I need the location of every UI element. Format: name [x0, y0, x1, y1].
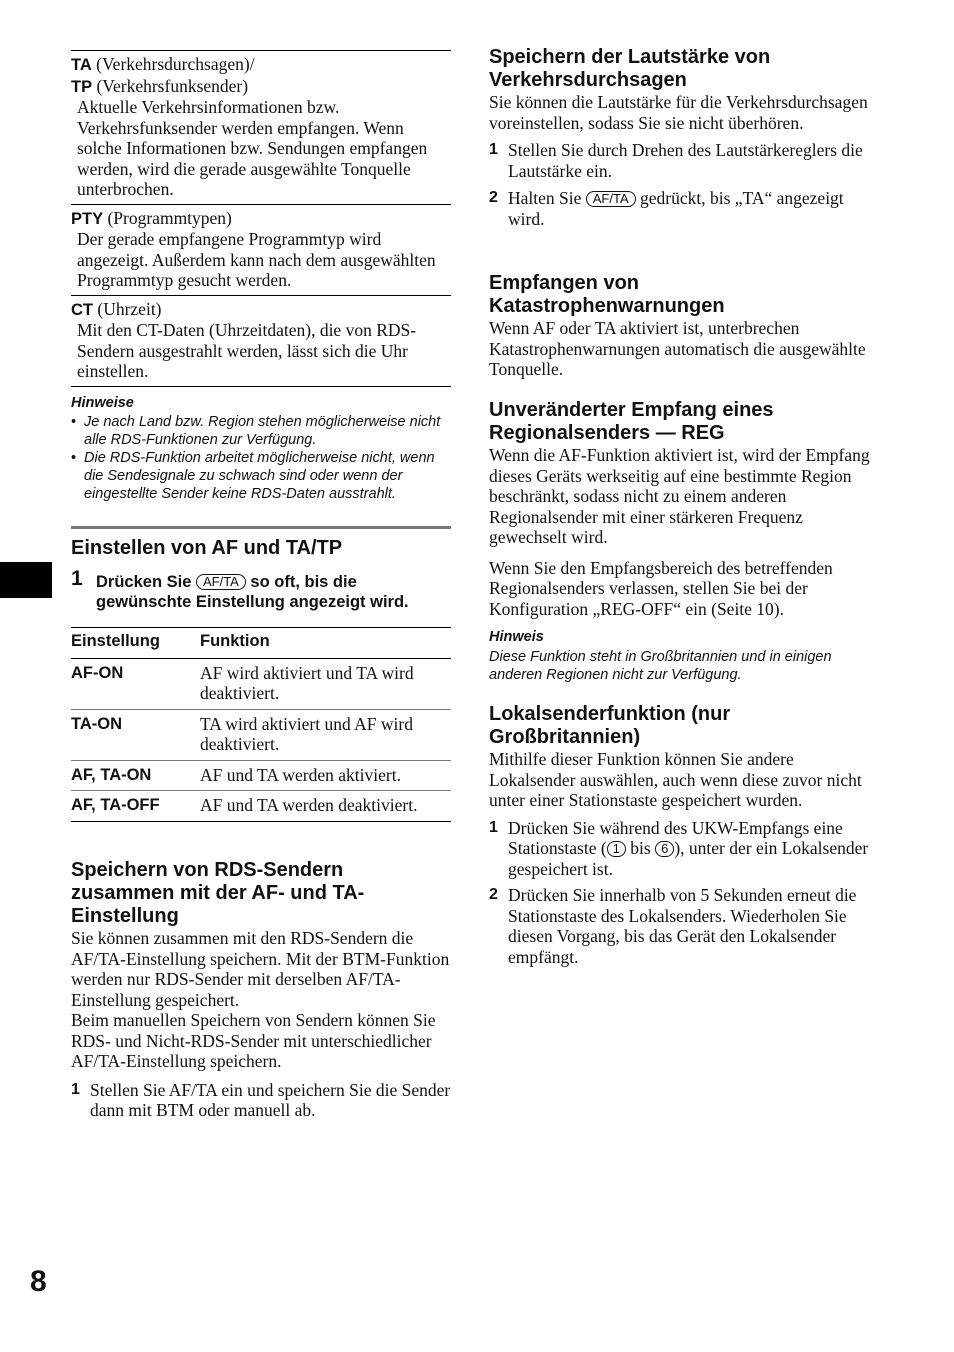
af-ta-button: AF/TA — [586, 191, 636, 207]
af-ta-section — [71, 526, 451, 822]
step-number: 1 — [489, 818, 498, 836]
header-funktion: Funktion — [200, 628, 451, 659]
table-row — [71, 791, 451, 822]
reg-section — [489, 399, 874, 684]
rds-desc-ct: Mit den CT-Daten (Uhrzeitdaten), die von RDS-Sendern ausgestrahlt werden, lässt sich die Uhr einstellen. — [77, 320, 417, 381]
katastrophen-para: Wenn AF oder TA aktiviert ist, unterbrechen Katastrophenwarnungen automatisch die ausgewählte Tonquelle. — [489, 318, 866, 379]
page-number: 8 — [30, 1265, 47, 1298]
speichern-rds-para-2: Beim manuellen Speichern von Sendern können Sie RDS- und Nicht-RDS-Sender mit unterschiedlicher AF/TA-Einstellung speichern. — [71, 1010, 436, 1071]
term-pty: PTY — [71, 209, 104, 228]
af-settings-table — [71, 627, 451, 822]
preset-1-button: 1 — [607, 841, 626, 857]
setting-cell: AF, TA-OFF — [71, 791, 200, 822]
section-tab-marker — [0, 562, 52, 598]
reg-hinweis-title: Hinweis — [489, 629, 544, 645]
rds-entry-ta-tp — [71, 51, 451, 205]
speichern-rds-para-1: Sie können zusammen mit den RDS-Sendern die AF/TA-Einstellung speichern. Mit der BTM-Funktion werden nur RDS-Sender mit derselben AF/TA-Einstellung gespeichert. — [71, 928, 450, 1010]
setting-cell: TA-ON — [71, 709, 200, 760]
lautstaerke-title: Speichern der Lautstärke von Verkehrsdurchsagen — [489, 46, 771, 91]
step-number: 1 — [71, 1080, 80, 1098]
header-einstellung: Einstellung — [71, 628, 200, 659]
preset-6-button: 6 — [655, 841, 674, 857]
step-number: 2 — [489, 189, 498, 206]
hinweise-item-2: • Die RDS-Funktion arbeitet möglicherweise nicht, wenn die Sendesignale zu schwach sind oder wenn der eingestellte Sender keine RDS-Daten ausstrahlt. — [71, 449, 451, 503]
function-cell: AF wird aktiviert und TA wird deaktiviert. — [200, 658, 451, 709]
rds-desc-ta-tp: Aktuelle Verkehrsinformationen bzw. Verkehrsfunksender werden empfangen. Wenn solche Informationen bzw. Sendungen empfangen werden, wird die gerade ausgewählte Tonquelle unterbrochen. — [77, 97, 428, 199]
term-ct-sub: (Uhrzeit) — [93, 298, 162, 319]
term-tp: TP — [71, 77, 93, 96]
lokal-step-2: 2 Drücken Sie innerhalb von 5 Sekunden erneut die Stationstaste des Lokalsenders. Wiederholen Sie diesen Vorgang, bis das Gerät den Lokalsender empfängt. — [489, 885, 857, 967]
hinweise-item-1: • Je nach Land bzw. Region stehen möglicherweise nicht alle RDS-Funktionen zur Verfügung. — [71, 413, 451, 449]
af-ta-section-title: Einstellen von AF und TA/TP — [71, 537, 343, 559]
term-pty-sub: (Programmtypen) — [103, 207, 232, 228]
katastrophen-section — [489, 272, 874, 380]
term-ta-sub: (Verkehrsdurchsagen)/ — [91, 54, 255, 74]
lokal-section — [489, 703, 874, 967]
hinweise-title: Hinweise — [71, 394, 134, 411]
rds-desc-pty: Der gerade empfangene Programmtyp wird angezeigt. Außerdem kann nach dem ausgewählten Programmtyp gesucht werden. — [77, 229, 436, 290]
term-ct: CT — [71, 300, 93, 319]
step-number: 1 — [71, 567, 83, 590]
table-row — [71, 658, 451, 709]
term-tp-sub: (Verkehrsfunksender) — [92, 75, 249, 96]
lautstaerke-step-2: 2 Halten Sie AF/TA gedrückt, bis „TA“ angezeigt wird. — [489, 188, 844, 229]
lautstaerke-para: Sie können die Lautstärke für die Verkehrsdurchsagen voreinstellen, sodass Sie sie nicht überhören. — [489, 92, 868, 133]
lokal-step-1: 1 Drücken Sie während des UKW-Empfangs eine Stationstaste ( 1 bis 6 ), unter der ein Lokalsender gespeichert ist. — [489, 817, 869, 879]
af-ta-button: AF/TA — [196, 574, 246, 590]
table-row — [71, 709, 451, 760]
lokal-para: Mithilfe dieser Funktion können Sie andere Lokalsender auswählen, auch wenn diese zuvor nicht unter einer Stationstaste gespeichert wurden. — [489, 749, 862, 810]
katastrophen-title: Empfangen von Katastrophenwarnungen — [489, 272, 725, 317]
rds-functions-table — [71, 50, 451, 503]
lautstaerke-step-1: 1 Stellen Sie durch Drehen des Lautstärkereglers die Lautstärke ein. — [489, 140, 863, 181]
step-number: 2 — [489, 886, 498, 903]
speichern-rds-section — [71, 859, 451, 1121]
table-header-row — [71, 628, 451, 659]
rds-entry-ct — [71, 296, 451, 387]
step-number: 1 — [489, 141, 498, 158]
lautstaerke-section — [489, 46, 874, 229]
function-cell: AF und TA werden deaktiviert. — [200, 791, 451, 822]
speichern-rds-title: Speichern von RDS-Sendern zusammen mit der AF- und TA-Einstellung — [71, 859, 365, 927]
reg-hinweis-text: Diese Funktion steht in Großbritannien und in einigen anderen Regionen nicht zur Verfügung. — [489, 648, 832, 683]
af-ta-step-1: 1 Drücken Sie AF/TA so oft, bis die gewünschte Einstellung angezeigt wird. — [71, 567, 409, 611]
setting-cell: AF-ON — [71, 658, 200, 709]
rds-entry-pty — [71, 205, 451, 296]
reg-para-1: Wenn die AF-Funktion aktiviert ist, wird der Empfang dieses Geräts werkseitig auf eine bestimmte Region beschränkt, sodass nicht zu einem anderen Regionalsender mit einer stärkeren Frequenz gewechselt wird. — [489, 445, 870, 547]
function-cell: AF und TA werden aktiviert. — [200, 760, 451, 791]
lokal-title: Lokalsenderfunktion (nur Großbritannien) — [489, 703, 731, 748]
table-row — [71, 760, 451, 791]
reg-para-2: Wenn Sie den Empfangsbereich des betreffenden Regionalsenders verlassen, stellen Sie bei der Konfiguration „REG-OFF“ ein (Seite 10). — [489, 557, 833, 619]
function-cell: TA wird aktiviert und AF wird deaktiviert. — [200, 709, 451, 760]
term-ta: TA — [71, 56, 92, 74]
reg-title: Unveränderter Empfang eines Regionalsenders — REG — [489, 399, 774, 444]
setting-cell: AF, TA-ON — [71, 760, 200, 791]
speichern-rds-step-1: 1 Stellen Sie AF/TA ein und speichern Sie die Sender dann mit BTM oder manuell ab. — [71, 1079, 451, 1120]
